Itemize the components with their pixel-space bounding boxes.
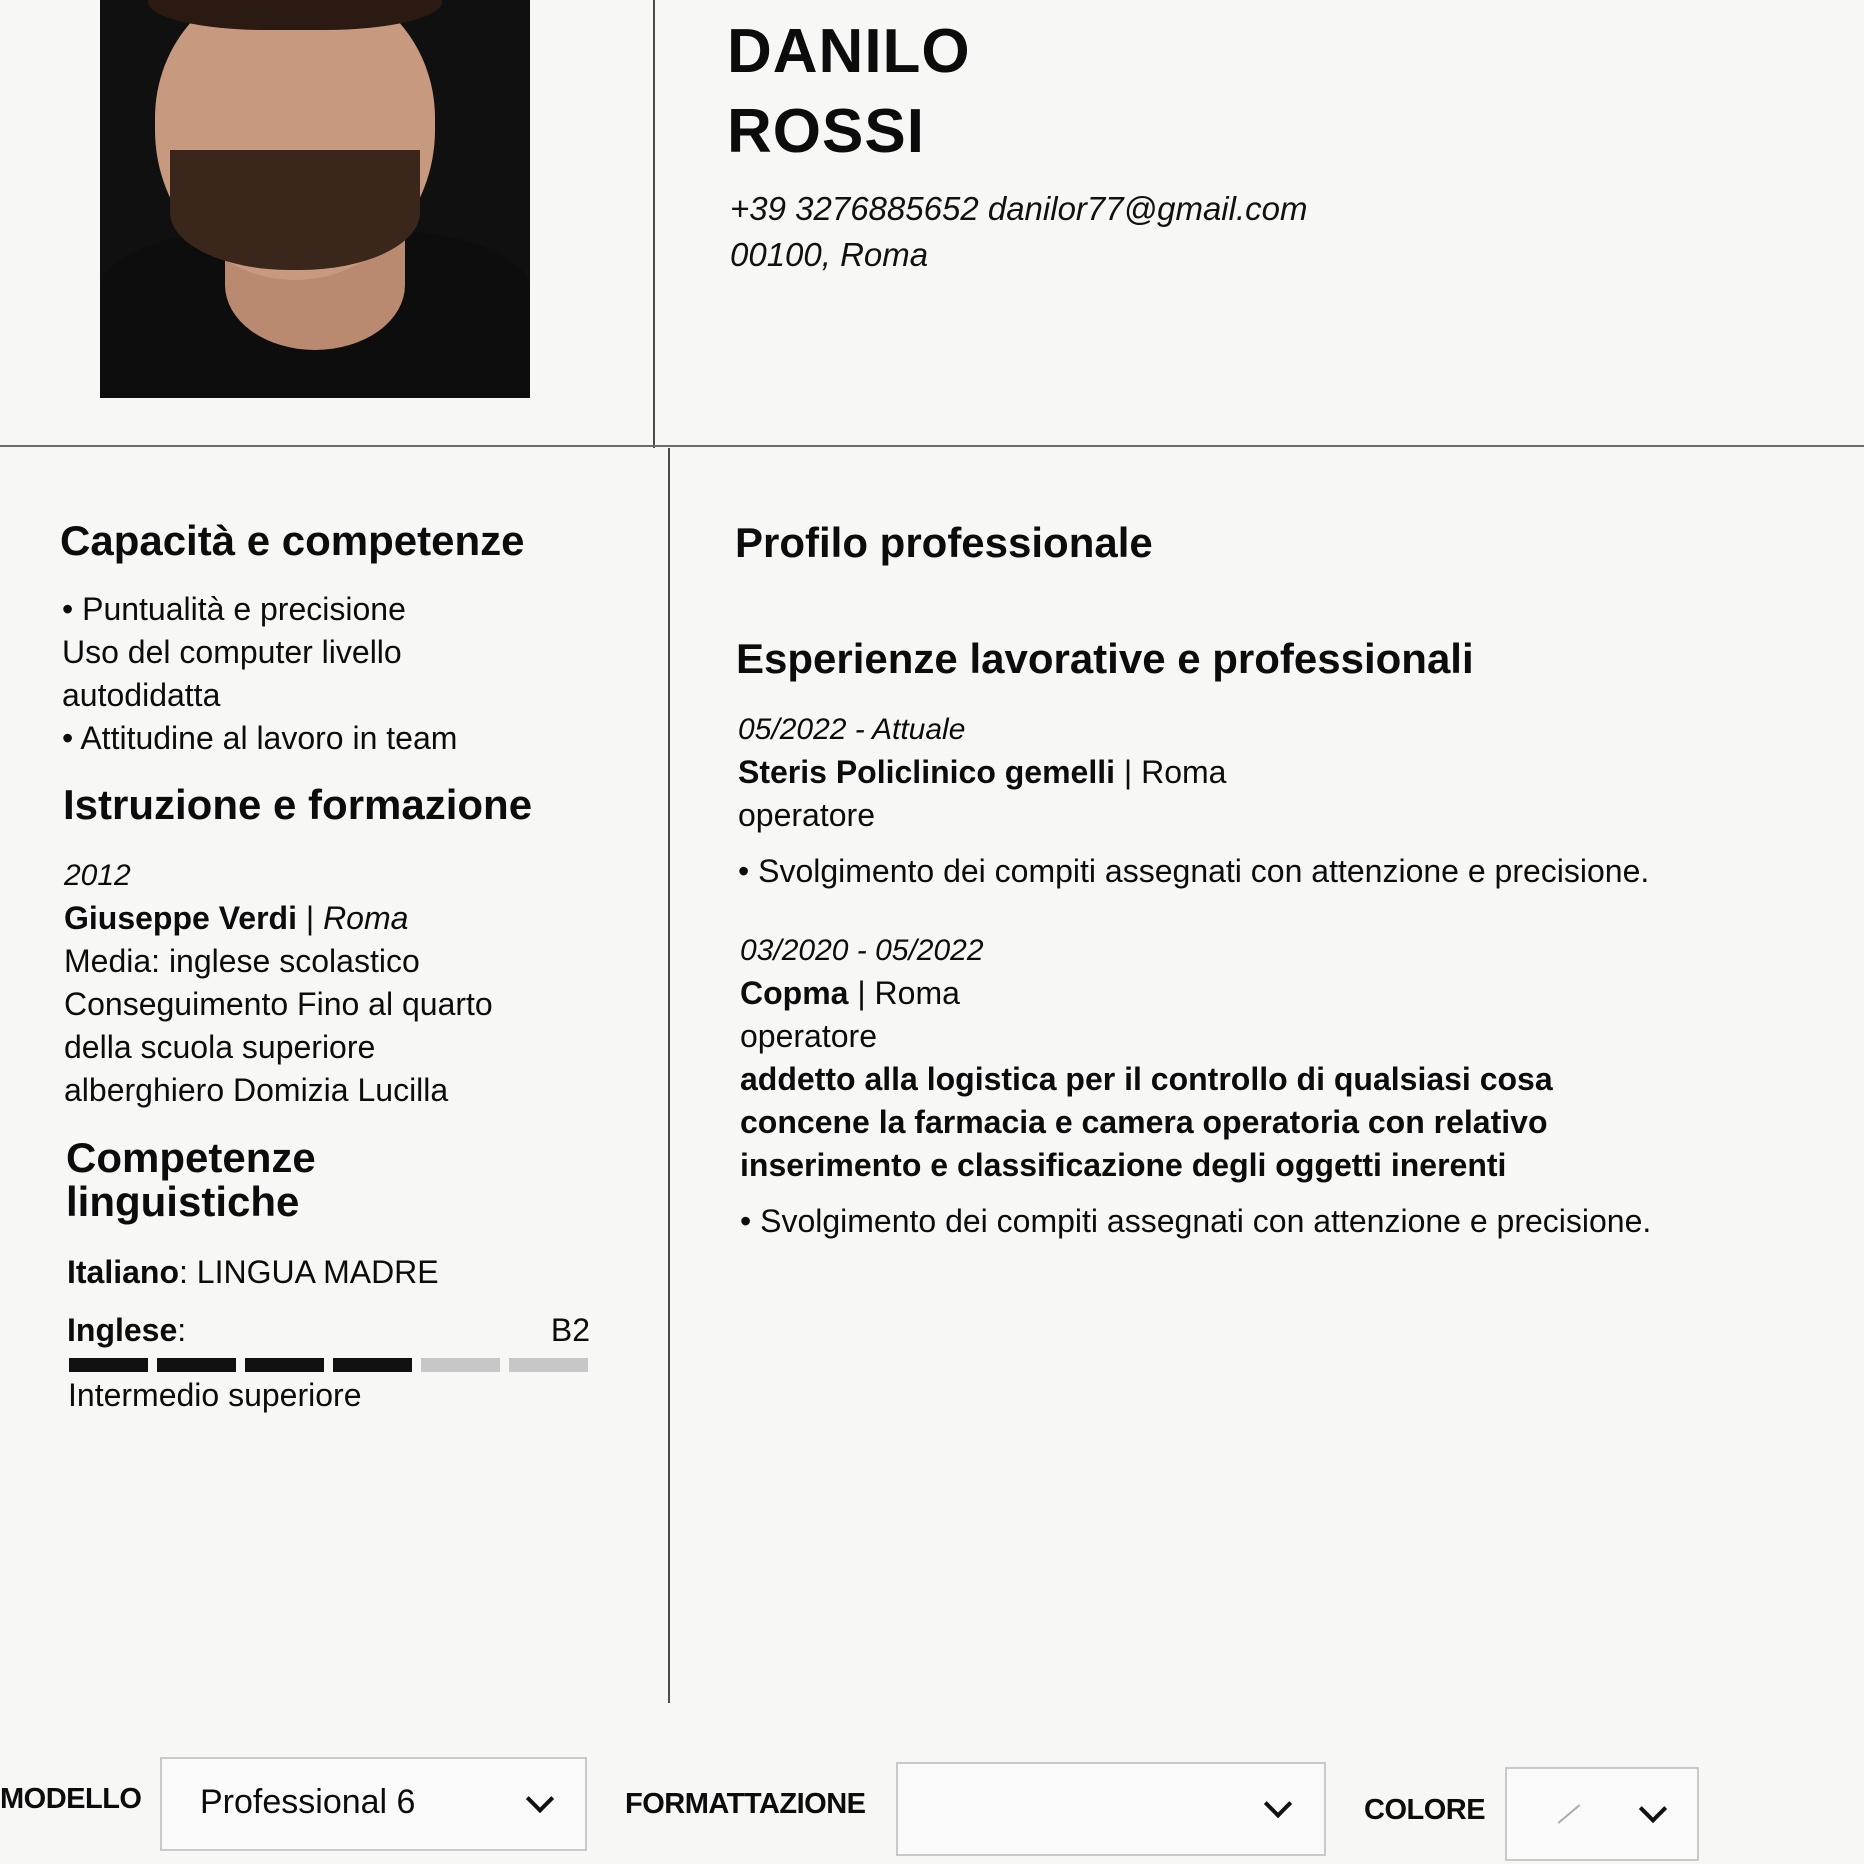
education-line: Conseguimento Fino al quarto bbox=[64, 986, 493, 1022]
format-select[interactable] bbox=[896, 1762, 1326, 1856]
format-label: FORMATTAZIONE bbox=[625, 1788, 866, 1820]
education-school-line bbox=[64, 897, 493, 940]
profile-photo bbox=[100, 0, 530, 398]
native-language-value: : LINGUA MADRE bbox=[179, 1254, 439, 1290]
school-city: Roma bbox=[323, 900, 409, 936]
profile-heading: Profilo professionale bbox=[735, 519, 1153, 566]
education-line: alberghiero Domizia Lucilla bbox=[64, 1072, 449, 1108]
chevron-down-icon bbox=[526, 1785, 554, 1813]
english-description: Intermedio superiore bbox=[68, 1377, 362, 1413]
column-divider-top bbox=[653, 0, 655, 448]
english-level-bar bbox=[69, 1358, 587, 1372]
job-bullet: • Svolgimento dei compiti assegnati con attenzione e precisione. bbox=[740, 1203, 1652, 1239]
last-name: ROSSI bbox=[727, 97, 925, 166]
education-line: della scuola superiore bbox=[64, 1029, 376, 1065]
skills-list bbox=[62, 588, 457, 760]
model-select-value: Professional 6 bbox=[200, 1783, 416, 1821]
languages-heading-line1: Competenze bbox=[66, 1134, 316, 1181]
job-company: Steris Policlinico gemelli bbox=[738, 754, 1116, 790]
job-dates: 05/2022 - Attuale bbox=[738, 713, 966, 746]
english-label: Inglese bbox=[67, 1312, 178, 1348]
level-segment bbox=[245, 1358, 324, 1372]
skills-heading: Capacità e competenze bbox=[60, 517, 525, 564]
skill-item: • Attitudine al lavoro in team bbox=[62, 720, 458, 756]
header-divider bbox=[0, 445, 1864, 447]
first-name: DANILO bbox=[727, 17, 971, 86]
column-divider bbox=[668, 448, 670, 1703]
level-segment bbox=[157, 1358, 236, 1372]
job-description-line: addetto alla logistica per il controllo di qualsiasi cosa bbox=[740, 1061, 1553, 1097]
education-heading: Istruzione e formazione bbox=[63, 781, 533, 828]
english-level: B2 bbox=[550, 1312, 590, 1348]
separator: | bbox=[296, 900, 324, 936]
native-language-label: Italiano bbox=[67, 1254, 180, 1290]
job-entry-2 bbox=[740, 929, 1651, 1243]
job-city: | Roma bbox=[1115, 754, 1227, 790]
job-entry-1 bbox=[738, 708, 1649, 893]
skill-item: • Puntualità e precisione bbox=[62, 591, 406, 627]
english-colon: : bbox=[177, 1312, 187, 1348]
phone-email: +39 3276885652 danilor77@gmail.com bbox=[730, 190, 1308, 227]
level-segment bbox=[69, 1358, 148, 1372]
experience-heading: Esperienze lavorative e professionali bbox=[736, 635, 1474, 682]
level-segment bbox=[509, 1358, 588, 1372]
job-role: operatore bbox=[738, 797, 875, 833]
level-segment bbox=[421, 1358, 500, 1372]
candidate-name bbox=[727, 12, 971, 172]
job-company: Copma bbox=[740, 975, 849, 1011]
location: 00100, Roma bbox=[730, 236, 929, 273]
contact-info bbox=[730, 186, 1307, 278]
job-description-line: concene la farmacia e camera operatoria con relativo bbox=[740, 1104, 1548, 1140]
job-company-line bbox=[738, 751, 1649, 794]
job-bullet: • Svolgimento dei compiti assegnati con attenzione e precisione. bbox=[738, 853, 1650, 889]
level-segment bbox=[333, 1358, 412, 1372]
education-year: 2012 bbox=[64, 859, 131, 892]
languages-heading-line2: linguistiche bbox=[66, 1178, 300, 1225]
native-language bbox=[67, 1251, 439, 1294]
skill-item: Uso del computer livello bbox=[62, 634, 402, 670]
model-label: MODELLO bbox=[0, 1783, 142, 1815]
skill-item: autodidatta bbox=[62, 677, 221, 713]
job-city: | Roma bbox=[848, 975, 960, 1011]
chevron-down-icon bbox=[1264, 1790, 1292, 1818]
job-company-line bbox=[740, 972, 1651, 1015]
education-line: Media: inglese scolastico bbox=[64, 943, 420, 979]
model-select[interactable] bbox=[160, 1757, 587, 1851]
job-dates: 03/2020 - 05/2022 bbox=[740, 934, 984, 967]
job-role: operatore bbox=[740, 1018, 877, 1054]
education-entry bbox=[64, 854, 493, 1112]
chevron-down-icon bbox=[1639, 1795, 1667, 1823]
english-language bbox=[67, 1309, 590, 1352]
color-swatch-icon bbox=[1558, 1804, 1581, 1824]
job-description bbox=[740, 1058, 1651, 1187]
school-name: Giuseppe Verdi bbox=[64, 900, 297, 936]
languages-heading bbox=[66, 1136, 316, 1224]
color-label: COLORE bbox=[1364, 1794, 1486, 1826]
color-select[interactable] bbox=[1505, 1767, 1699, 1861]
job-description-line: inserimento e classificazione degli oggetti inerenti bbox=[740, 1147, 1507, 1183]
